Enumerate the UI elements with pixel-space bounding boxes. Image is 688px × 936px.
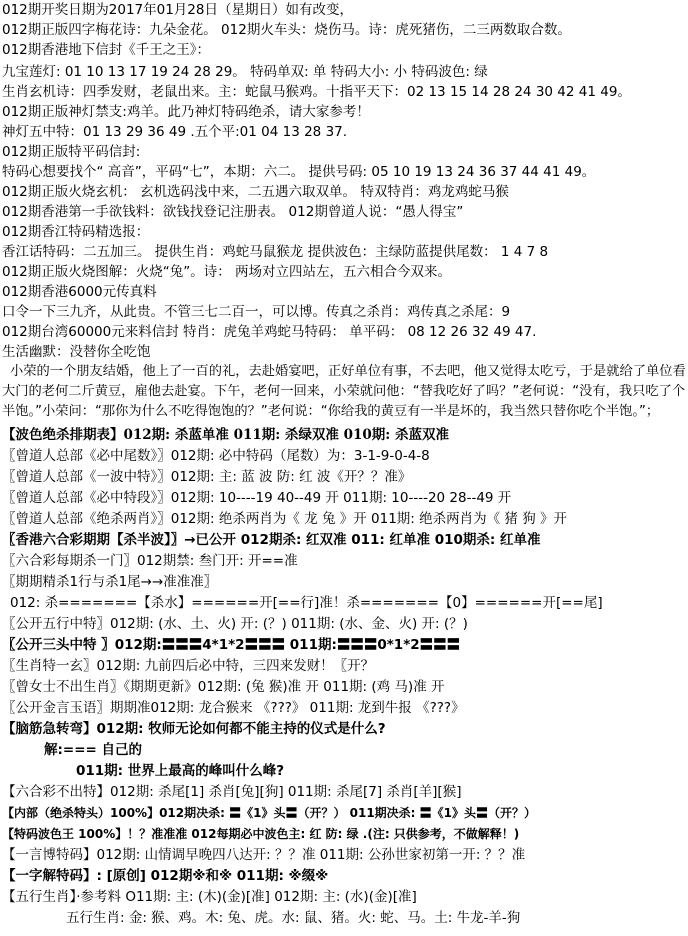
brain-teaser-line: 【脑筋急转弯】012期: 牧师无论如何都不能主持的仪式是什么? <box>2 721 386 737</box>
xiangjiang-line: 香江话特码：二五加三。 提供生肖：鸡蛇马鼠猴龙 提供波色：主绿防蓝提供尾数： 1 4 7 8 <box>2 244 549 260</box>
special-code-line: 特码心想要找个“ 高音”，平码“七”，本期：六二。 提供号码: 05 10 19 13 24 36 37 44 41 49。 <box>2 164 596 180</box>
special-envelope-title: 012期正版特平码信封: <box>2 144 141 160</box>
plum-poem-line: 012期正版四字梅花诗：九朵金花。 012期火车头：烧伤马。诗：虎死猪伤，二三两数取合数。 <box>2 22 571 38</box>
draw-date-line: 012期开奖日期为2017年01月28日（星期日）如有改变， <box>2 2 353 18</box>
humor-title: 生活幽默：没替你全吃饱 <box>2 344 151 360</box>
first-hand-line: 012期香港第一手欲钱料：欲钱找登记注册表。 012期曾道人说：“愚人得宝” <box>2 204 464 220</box>
fax-title: 012期香港6000元传真料 <box>2 284 157 300</box>
nine-lotus-line: 九宝莲灯: 01 10 13 17 19 24 28 29。 特码单双: 单 特码大小: 小 特码波色: 绿 <box>2 64 488 80</box>
one-word-line: 【一言博特码】012期: 山情调早晚四八达开: ？？准 011期: 公孙世家初第一开: ？？准 <box>2 847 526 863</box>
teaser-011-line: 011期: 世界上最高的峰叫什么峰? <box>76 763 285 779</box>
three-heads-line: 〖公开三头中特 〗012期:〓〓〓4*1*2〓〓〓 011期:〓〓〓0*1*2〓〓〓 <box>2 637 461 653</box>
fire-mystery-line: 012期正版火烧玄机： 玄机选码浅中来，二五遇六取双单。 特双特肖：鸡龙鸡蛇马猴 <box>2 184 509 200</box>
answer-line: 解:=== 自己的 <box>44 742 143 758</box>
hk-envelope-title: 012期香港地下信封《千王之王》： <box>2 42 211 58</box>
kill-two-zodiac-line: 〖曾道人总部《绝杀两肖》〗012期: 绝杀两肖为《 龙 兔 》开 011期: 绝杀两肖为《 猪 狗 》开 <box>2 511 568 527</box>
lamp-ban-line: 012期正版神灯禁支:鸡羊。此乃神灯特码绝杀，请大家参考！ <box>2 104 370 120</box>
humor-story: 小荣的一个朋友结婚，他上了一百的礼，去赴婚宴吧，正好单位有事，不去吧，他又觉得太吃亏，于是就给了单位看大门的老何二斤黄豆，雇他去赴宴。下午，老何一回来，小荣就问他：“替我吃好了吗？”老何说：“没有，我只吃了个半饱。”小荣问：“那你为什么不吃得饱饱的？”老何说：“你给我的黄豆有一半是坏的，我当然只替你吃个半饱。”； <box>2 364 686 419</box>
kill-row-line: 012: 杀=======【杀水】======开[==行]准！杀=======【0】======开[==尾] <box>10 595 603 611</box>
special-range-line: 〖曾道人总部《必中特段》〗012期: 10----19 40--49 开 011期: 10----20 28--49 开 <box>2 490 512 506</box>
taiwan-line: 012期台湾60000元来料信封 特肖：虎兔羊鸡蛇马特码： 单平码： 08 12 26 32 49 47. <box>2 324 537 340</box>
kill-gate-line: 〖六合彩每期杀一门〗012期禁: 叁门开: 开==准 <box>2 553 298 569</box>
one-wave-line: 〖曾道人总部《一波中特》〗012期: 主: 蓝 波 防: 红 波《开？？准》 <box>2 469 412 485</box>
five-zodiac-detail-line: 五行生肖: 金: 猴、鸡。木: 兔、虎。水: 鼠、猪。火: 蛇、马。土: 牛龙-羊-狗 <box>66 910 521 926</box>
kill-row-title: 〖期期精杀1行与杀1尾→→准准准〗 <box>2 574 218 590</box>
fax-line: 口令一下三九齐，从此贵。不管三七二百一，可以博。传真之杀肖：鸡传真之杀尾：9 <box>2 304 511 320</box>
xiangjiang-title: 012期香江特码精选报： <box>2 224 150 240</box>
tail-number-line: 〖曾道人总部《必中尾数》〗012期: 必中特码（尾数）为：3-1-9-0-4-8 <box>2 448 430 464</box>
inner-kill-line: 【内部（绝杀特头）100%】012期决杀: 〓《1》头〓（开？） 011期决杀: 〓《1》头〓（开？） <box>2 806 537 820</box>
ms-zodiac-line: 〖曾女士不出生肖〗《期期更新》012期: (兔 猴)准 开 011期: (鸡 马)准 开 <box>2 679 445 695</box>
half-wave-line: 〖香港六合彩期期【杀半波】〗→已公开 012期杀: 红双准 011: 红单准 010期杀: 红单准 <box>2 532 541 548</box>
five-zodiac-line: 【五行生肖】·参考料 O11期: 主: (木)(金)[准] 012期: 主: (水)(金)[准] <box>2 889 417 905</box>
one-char-line: 【一字解特码】: [原创] 012期※和※ 011期: ※缀※ <box>2 868 329 884</box>
no-special-line: 【六合彩不出特】012期: 杀尾[1] 杀肖[兔][狗] 011期: 杀尾[7] 杀肖[羊][猴] <box>2 784 462 800</box>
wave-king-line: 【特码波色王 100%】！？准准准 012每期必中波色主: 红 防: 绿 .(注: 只供参考，不做解释！) <box>2 827 520 841</box>
fire-diagram-line: 012期正版火烧图解：火烧“兔”。诗： 两场对立四站左，五六相合今双来。 <box>2 264 452 280</box>
lamp-five-line: 神灯五中特：01 13 29 36 49 .五个平:01 04 13 28 37. <box>2 124 348 140</box>
wave-kill-line: 【波色绝杀排期表】012期: 杀蓝单准 011期: 杀绿双准 010期: 杀蓝双准 <box>2 427 449 443</box>
zodiac-poem-line: 生肖玄机诗：四季发财，老鼠出来。主：蛇鼠马猴鸡。十指平天下：02 13 15 14 28 24 30 42 41 49。 <box>2 84 631 100</box>
five-elements-line: 〖公开五行中特〗012期: (水、土、火) 开: (？) 011期: (水、金、火) 开: (？) <box>2 616 468 632</box>
zodiac-mystery-line: 〖生肖特一玄〗012期: 九前四后必中特，三四来发财！〖开？ <box>2 658 375 674</box>
golden-words-line: 〖公开金言玉语〗期期准012期: 龙合猴来 《???》 011期: 龙到牛报 《???》 <box>2 700 465 716</box>
